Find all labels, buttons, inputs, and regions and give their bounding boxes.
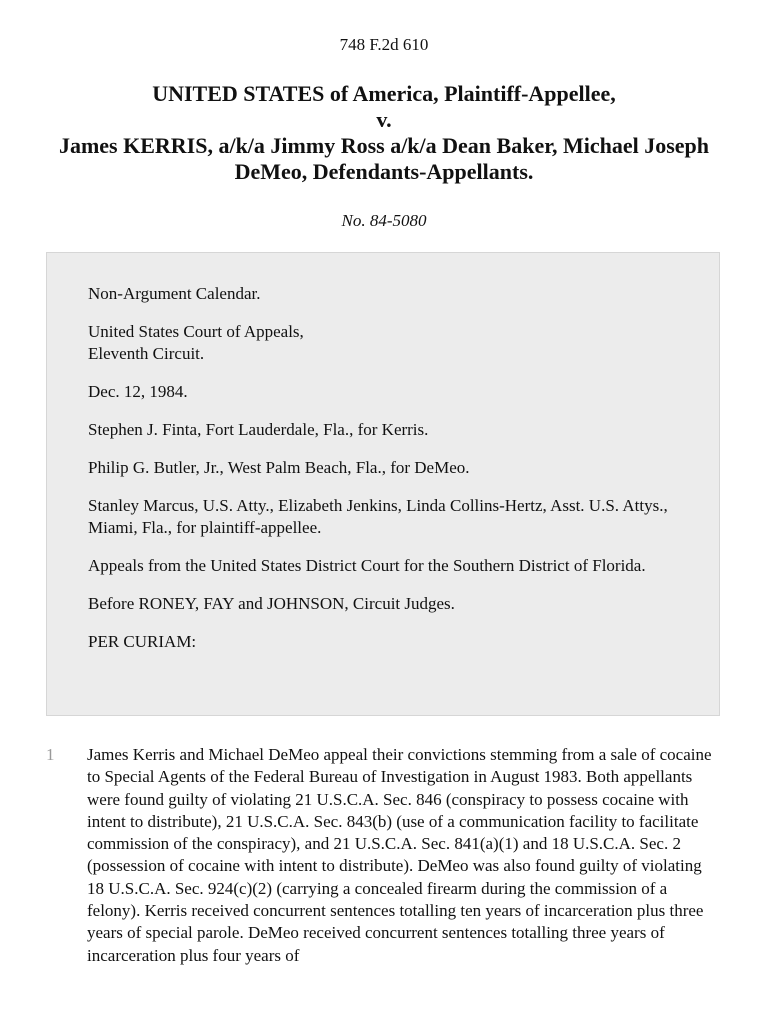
calendar-line: Non-Argument Calendar. [88,284,261,303]
judges-line: Before RONEY, FAY and JOHNSON, Circuit Judges. [88,594,455,613]
court-line-1: United States Court of Appeals, [88,322,304,341]
case-caption [30,81,738,185]
court-line-2: Eleventh Circuit. [88,344,205,363]
decision-date: Dec. 12, 1984. [88,382,188,401]
caption-defendants: James KERRIS, a/k/a Jimmy Ross a/k/a Dean Baker, Michael Joseph DeMeo, Defendants-Appellants. [58,133,710,184]
caption-plaintiff: UNITED STATES of America, Plaintiff-Appellee, [152,81,616,106]
per-curiam-label: PER CURIAM: [88,632,197,651]
court-name [88,321,688,365]
docket-number: No. 84-5080 [341,211,427,230]
counsel-kerris: Stephen J. Finta, Fort Lauderdale, Fla., for Kerris. [88,420,429,439]
case-citation: 748 F.2d 610 [339,35,429,54]
appeal-from: Appeals from the United States District Court for the Southern District of Florida. [88,556,646,575]
paragraph-number: 1 [46,745,55,764]
case-header-content [88,283,688,669]
counsel-demeo: Philip G. Butler, Jr., West Palm Beach, Fla., for DeMeo. [88,458,470,477]
case-header-box [46,252,720,716]
paragraph-text: James Kerris and Michael DeMeo appeal their convictions stemming from a sale of cocaine to Special Agents of the Federal Bureau of Investigation in August 1983. Both appellants were found guilty of violating 21 U.S.C.A. Sec. 846 (conspiracy to possess cocaine with intent to distribute), 21 U.S.C.A. Sec. 843(b) (use of a communication facility to facilitate commission of the conspiracy), and 21 U.S.C.A. Sec. 841(a)(1) and 18 U.S.C.A. Sec. 2 (possession of cocaine with intent to distribute). DeMeo was also found guilty of violating 18 U.S.C.A. Sec. 924(c)(2) (carrying a concealed firearm during the commission of a felony). Kerris received concurrent sentences totalling ten years of incarceration plus three years of special parole. DeMeo received concurrent sentences totalling three years of incarceration plus four years of [87,745,712,965]
caption-versus: v. [376,107,392,132]
counsel-appellee: Stanley Marcus, U.S. Atty., Elizabeth Jenkins, Linda Collins-Hertz, Asst. U.S. Attys., Miami, Fla., for plaintiff-appellee. [88,496,668,537]
